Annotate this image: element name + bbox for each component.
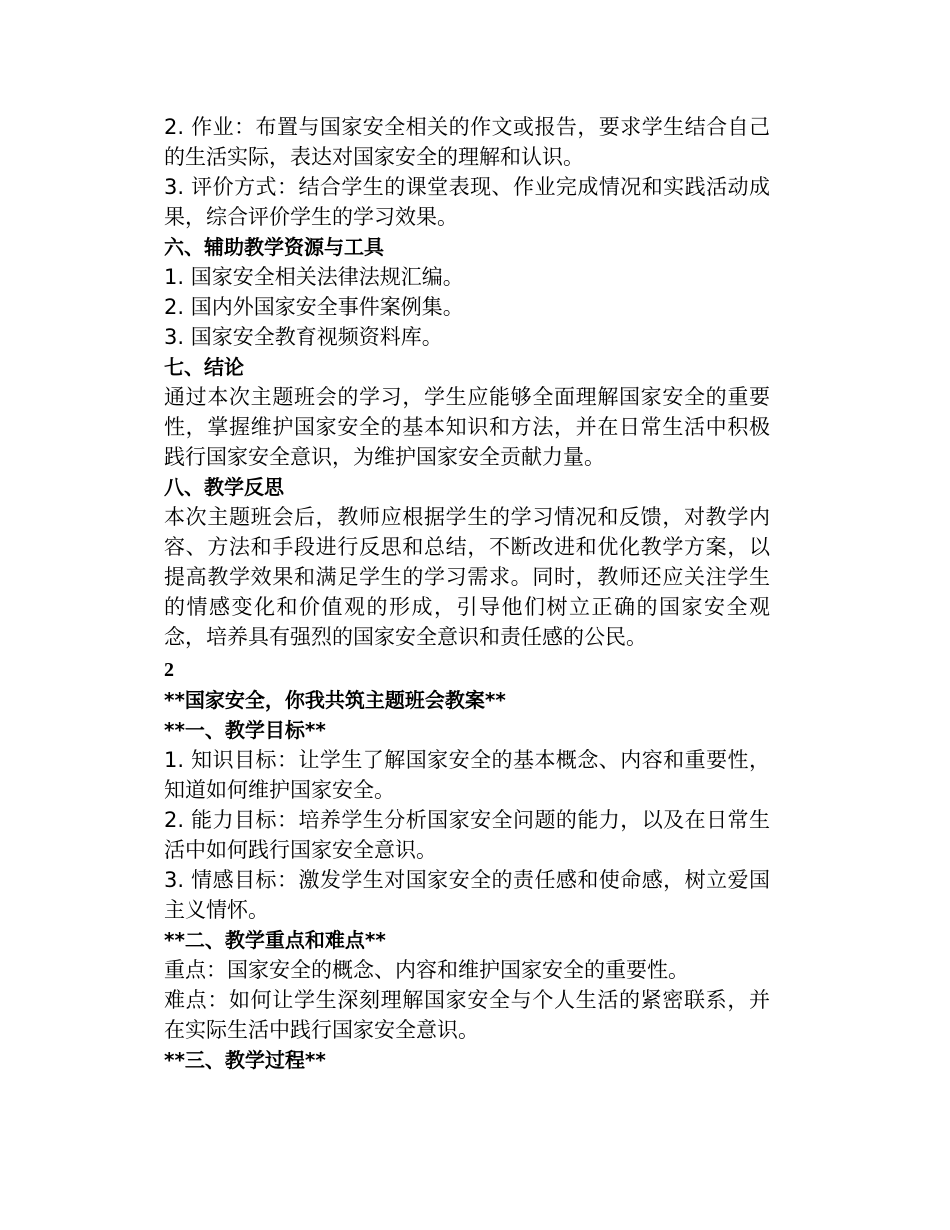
goal-item: 2. 能力目标：培养学生分析国家安全问题的能力，以及在日常生活中如何践行国家安全意识。 xyxy=(164,808,770,862)
section-6-heading: 六、辅助教学资源与工具 xyxy=(164,235,384,259)
section-7-heading: 七、结论 xyxy=(164,355,244,379)
section-8-heading: 八、教学反思 xyxy=(164,475,284,499)
difficulty-paragraph: 难点：如何让学生深刻理解国家安全与个人生活的紧密联系，并在实际生活中践行国家安全意识。 xyxy=(164,988,770,1042)
lesson-plan-title: **国家安全，你我共筑主题班会教案** xyxy=(164,688,506,712)
evaluation-paragraph: 3. 评价方式：结合学生的课堂表现、作业完成情况和实践活动成果，综合评价学生的学习效果。 xyxy=(164,175,770,229)
conclusion-paragraph: 通过本次主题班会的学习，学生应能够全面理解国家安全的重要性，掌握维护国家安全的基本知识和方法，并在日常生活中积极践行国家安全意识，为维护国家安全贡献力量。 xyxy=(164,385,770,469)
reflection-paragraph: 本次主题班会后，教师应根据学生的学习情况和反馈，对教学内容、方法和手段进行反思和总结，不断改进和优化教学方案，以提高教学效果和满足学生的学习需求。同时，教师还应关注学生的情感变化和价值观的形成，引导他们树立正确的国家安全观念，培养具有强烈的国家安全意识和责任感的公民。 xyxy=(164,505,770,649)
goal-item: 3. 情感目标：激发学生对国家安全的责任感和使命感，树立爱国主义情怀。 xyxy=(164,868,770,922)
goal-item: 1. 知识目标：让学生了解国家安全的基本概念、内容和重要性，知道如何维护国家安全。 xyxy=(164,748,770,802)
key-point-paragraph: 重点：国家安全的概念、内容和维护国家安全的重要性。 xyxy=(164,958,689,982)
resource-item: 2. 国内外国家安全事件案例集。 xyxy=(164,295,464,319)
section-2-heading: **二、教学重点和难点** xyxy=(164,928,386,952)
document-page xyxy=(164,112,770,1075)
part-number: 2 xyxy=(164,659,174,681)
resource-item: 3. 国家安全教育视频资料库。 xyxy=(164,325,443,349)
section-3-heading: **三、教学过程** xyxy=(164,1048,326,1072)
section-1-heading: **一、教学目标** xyxy=(164,718,326,742)
resource-item: 1. 国家安全相关法律法规汇编。 xyxy=(164,265,464,289)
homework-paragraph: 2. 作业：布置与国家安全相关的作文或报告，要求学生结合自己的生活实际，表达对国家安全的理解和认识。 xyxy=(164,115,770,169)
